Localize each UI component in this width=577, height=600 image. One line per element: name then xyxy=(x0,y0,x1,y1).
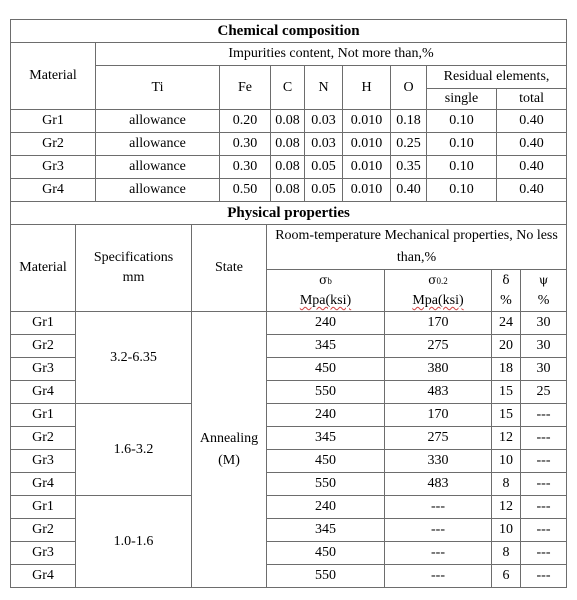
delta-value: 20 xyxy=(492,335,521,358)
chem-total: 0.40 xyxy=(497,156,567,179)
psi-value: --- xyxy=(521,473,567,496)
spec-value: 1.0-1.6 xyxy=(76,496,192,588)
psi-value: 30 xyxy=(521,335,567,358)
phys-material: Gr3 xyxy=(11,450,76,473)
delta-value: 10 xyxy=(492,519,521,542)
spec-header: Specifications mm xyxy=(76,225,192,312)
chemical-composition-table xyxy=(10,19,567,202)
psi-value: --- xyxy=(521,519,567,542)
chem-material: Gr2 xyxy=(11,133,96,156)
sigma-02-header xyxy=(385,270,492,312)
sigma-b-value: 240 xyxy=(267,404,385,427)
delta-value: 24 xyxy=(492,312,521,335)
chem-material: Gr1 xyxy=(11,110,96,133)
chem-c: 0.08 xyxy=(271,110,305,133)
sigma-b-value: 345 xyxy=(267,427,385,450)
sigma-02-value: 275 xyxy=(385,335,492,358)
phys-material: Gr1 xyxy=(11,312,76,335)
psi-value: --- xyxy=(521,427,567,450)
residual-single-header: single xyxy=(427,89,497,110)
sigma-b-value: 240 xyxy=(267,496,385,519)
chem-h: 0.010 xyxy=(343,110,391,133)
sigma-02-unit: Mpa(ksi) xyxy=(412,293,464,308)
psi-value: --- xyxy=(521,450,567,473)
chem-material: Gr3 xyxy=(11,156,96,179)
table-row xyxy=(11,404,567,427)
spec-value: 1.6-3.2 xyxy=(76,404,192,496)
chem-material: Gr4 xyxy=(11,179,96,202)
phys-material: Gr1 xyxy=(11,404,76,427)
chem-fe: 0.20 xyxy=(220,110,271,133)
phys-material: Gr4 xyxy=(11,381,76,404)
chem-o: 0.25 xyxy=(391,133,427,156)
delta-symbol: δ xyxy=(502,273,510,287)
psi-symbol: ψ xyxy=(538,273,549,287)
sigma-02-value: 380 xyxy=(385,358,492,381)
sigma-b-value: 550 xyxy=(267,565,385,588)
psi-value: 25 xyxy=(521,381,567,404)
sigma-b-value: 450 xyxy=(267,450,385,473)
sigma-02-value: --- xyxy=(385,519,492,542)
element-header-h: H xyxy=(343,66,391,110)
chem-c: 0.08 xyxy=(271,179,305,202)
element-header-c: C xyxy=(271,66,305,110)
residual-total-header: total xyxy=(497,89,567,110)
table-row xyxy=(11,312,567,335)
chem-n: 0.05 xyxy=(305,156,343,179)
table-row xyxy=(11,156,567,179)
table-row xyxy=(11,133,567,156)
psi-value: --- xyxy=(521,496,567,519)
phys-material: Gr4 xyxy=(11,565,76,588)
chem-c: 0.08 xyxy=(271,133,305,156)
chemical-title: Chemical composition xyxy=(11,20,567,43)
chem-o: 0.18 xyxy=(391,110,427,133)
delta-header xyxy=(492,270,521,312)
sigma-02-value: 275 xyxy=(385,427,492,450)
phys-material: Gr3 xyxy=(11,542,76,565)
sigma-02-value: 170 xyxy=(385,404,492,427)
chem-ti: allowance xyxy=(96,110,220,133)
chem-h: 0.010 xyxy=(343,133,391,156)
psi-header xyxy=(521,270,567,312)
chem-h: 0.010 xyxy=(343,156,391,179)
chem-h: 0.010 xyxy=(343,179,391,202)
phys-material: Gr2 xyxy=(11,335,76,358)
chem-o: 0.40 xyxy=(391,179,427,202)
phys-material: Gr2 xyxy=(11,427,76,450)
delta-value: 10 xyxy=(492,450,521,473)
phys-material: Gr1 xyxy=(11,496,76,519)
chem-total: 0.40 xyxy=(497,110,567,133)
chem-ti: allowance xyxy=(96,156,220,179)
element-header-o: O xyxy=(391,66,427,110)
sigma-02-value: 170 xyxy=(385,312,492,335)
chem-o: 0.35 xyxy=(391,156,427,179)
psi-value: --- xyxy=(521,542,567,565)
chem-fe: 0.30 xyxy=(220,133,271,156)
psi-value: 30 xyxy=(521,312,567,335)
state-header: State xyxy=(192,225,267,312)
chem-ti: allowance xyxy=(96,179,220,202)
delta-value: 18 xyxy=(492,358,521,381)
sigma-b-value: 345 xyxy=(267,335,385,358)
chem-single: 0.10 xyxy=(427,110,497,133)
chem-single: 0.10 xyxy=(427,156,497,179)
sigma-b-value: 450 xyxy=(267,542,385,565)
physical-properties-table xyxy=(10,201,567,588)
chem-n: 0.03 xyxy=(305,110,343,133)
chem-material-header: Material xyxy=(11,43,96,110)
delta-value: 12 xyxy=(492,496,521,519)
chemical-rows xyxy=(11,110,567,202)
psi-value: 30 xyxy=(521,358,567,381)
sigma-02-value: --- xyxy=(385,542,492,565)
sigma-02-value: --- xyxy=(385,565,492,588)
sigma-02-value: 483 xyxy=(385,381,492,404)
chem-total: 0.40 xyxy=(497,133,567,156)
document-sheet xyxy=(10,19,566,588)
impurities-header: Impurities content, Not more than,% xyxy=(96,43,567,66)
phys-material: Gr4 xyxy=(11,473,76,496)
delta-value: 15 xyxy=(492,404,521,427)
psi-value: --- xyxy=(521,404,567,427)
chem-n: 0.03 xyxy=(305,133,343,156)
sigma-b-symbol: σ xyxy=(319,273,328,287)
residual-header: Residual elements, xyxy=(427,66,567,89)
sigma-b-value: 240 xyxy=(267,312,385,335)
sigma-02-value: 330 xyxy=(385,450,492,473)
delta-value: 8 xyxy=(492,542,521,565)
delta-value: 6 xyxy=(492,565,521,588)
psi-value: --- xyxy=(521,565,567,588)
sigma-02-value: --- xyxy=(385,496,492,519)
spec-value: 3.2-6.35 xyxy=(76,312,192,404)
chem-fe: 0.50 xyxy=(220,179,271,202)
chem-single: 0.10 xyxy=(427,179,497,202)
phys-material: Gr2 xyxy=(11,519,76,542)
table-row xyxy=(11,110,567,133)
sigma-02-value: 483 xyxy=(385,473,492,496)
table-row xyxy=(11,496,567,519)
sigma-b-value: 345 xyxy=(267,519,385,542)
delta-unit: % xyxy=(500,293,512,308)
state-value: Annealing (M) xyxy=(192,312,267,588)
chem-n: 0.05 xyxy=(305,179,343,202)
delta-value: 8 xyxy=(492,473,521,496)
phys-material-header: Material xyxy=(11,225,76,312)
sigma-02-subscript: 0.2 xyxy=(436,276,448,286)
sigma-02-symbol: σ xyxy=(428,273,437,287)
element-header-n: N xyxy=(305,66,343,110)
chem-single: 0.10 xyxy=(427,133,497,156)
sigma-b-value: 550 xyxy=(267,473,385,496)
sigma-b-subscript: b xyxy=(327,276,332,286)
sigma-b-value: 550 xyxy=(267,381,385,404)
delta-value: 15 xyxy=(492,381,521,404)
sigma-b-header xyxy=(267,270,385,312)
psi-unit: % xyxy=(537,293,550,308)
chem-ti: allowance xyxy=(96,133,220,156)
sigma-b-value: 450 xyxy=(267,358,385,381)
chem-c: 0.08 xyxy=(271,156,305,179)
sigma-b-unit: Mpa(ksi) xyxy=(299,293,352,308)
chem-total: 0.40 xyxy=(497,179,567,202)
chem-fe: 0.30 xyxy=(220,156,271,179)
phys-material: Gr3 xyxy=(11,358,76,381)
delta-value: 12 xyxy=(492,427,521,450)
table-row xyxy=(11,179,567,202)
element-header-ti: Ti xyxy=(96,66,220,110)
element-header-fe: Fe xyxy=(220,66,271,110)
mech-header: Room-temperature Mechanical properties, No less than,% xyxy=(267,225,567,270)
physical-title: Physical properties xyxy=(11,202,567,225)
